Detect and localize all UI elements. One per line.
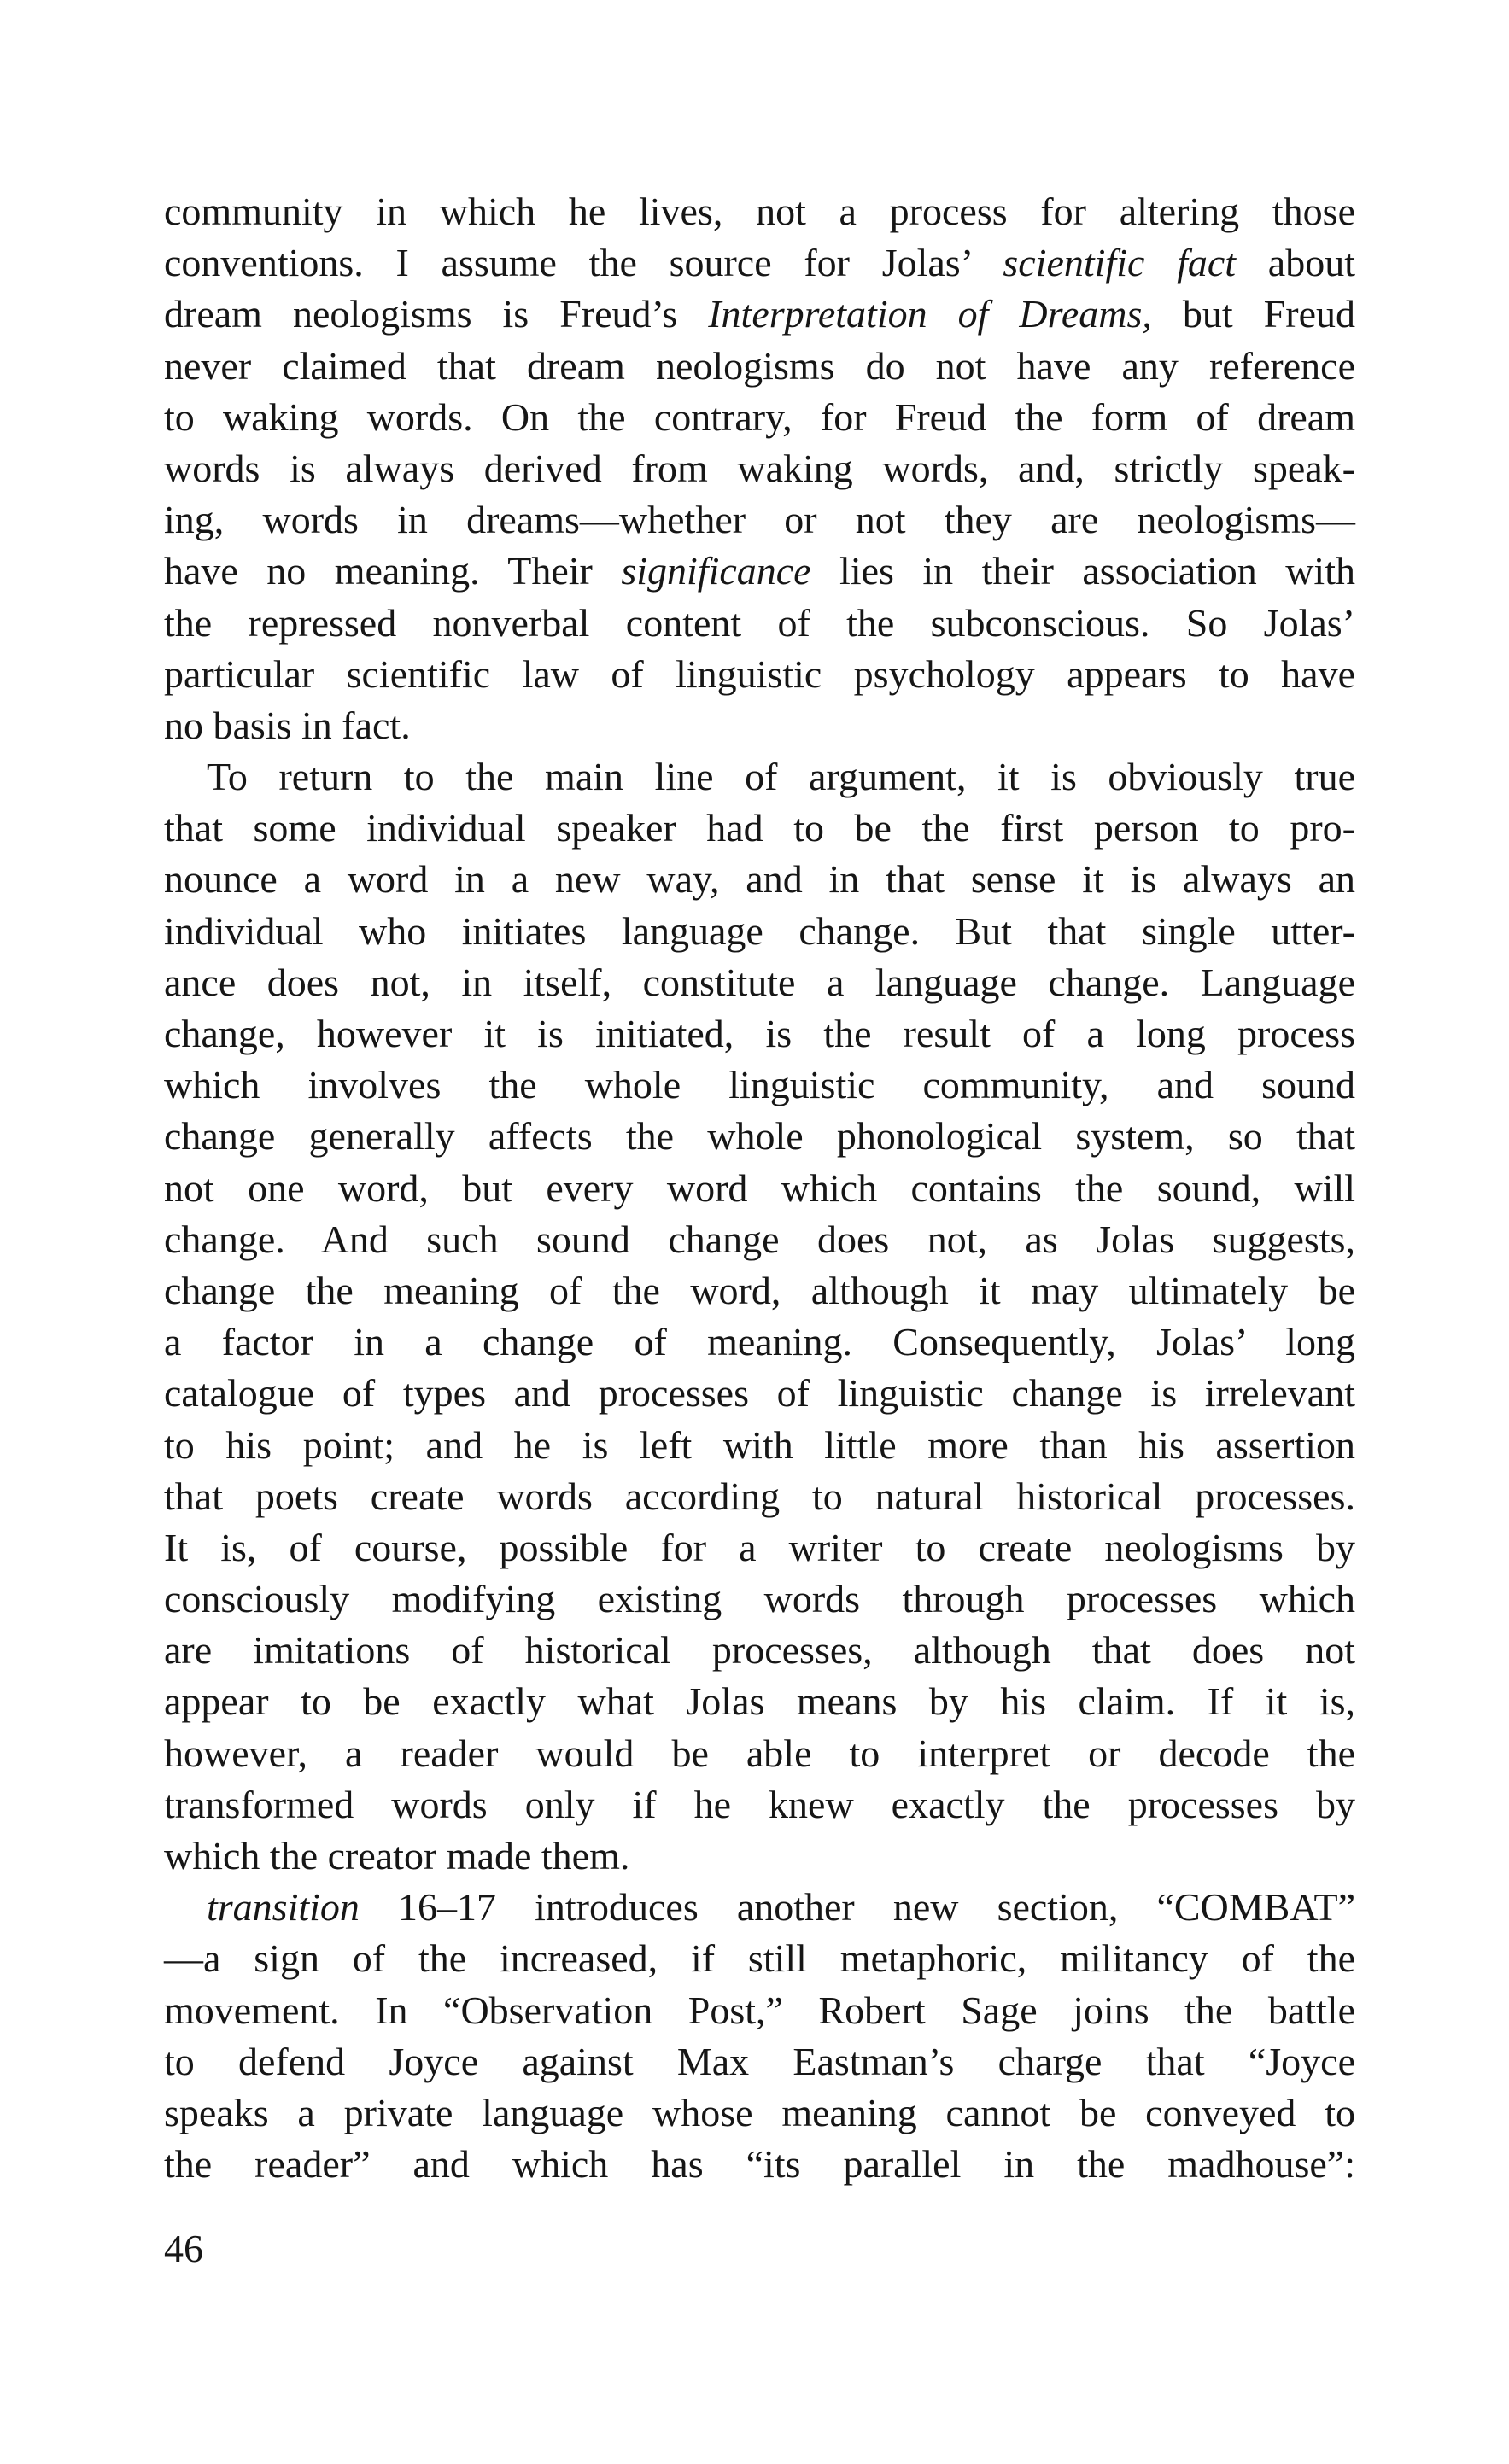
text-line: words is always derived from waking words, and, strictly speak- <box>164 446 1355 490</box>
text-line: catalogue of types and processes of linguistic change is irrelevant <box>164 1371 1355 1416</box>
text-line: a factor in a change of meaning. Consequently, Jolas’ long <box>164 1320 1355 1364</box>
text-line: the reader” and which has “its parallel in the madhouse”: <box>164 2142 1355 2187</box>
text-line: that some individual speaker had to be the first person to pro- <box>164 806 1355 850</box>
text-line: have no meaning. Their significance lies in their association with <box>164 549 1355 593</box>
text-line: appear to be exactly what Jolas means by his claim. If it is, <box>164 1679 1355 1724</box>
text-line: individual who initiates language change. But that single utter- <box>164 908 1355 953</box>
text-line: transition 16–17 introduces another new section, “COMBAT” <box>207 1885 1355 1930</box>
text-line: are imitations of historical processes, although that does not <box>164 1628 1355 1673</box>
text-line: that poets create words according to natural historical processes. <box>164 1474 1355 1518</box>
text-line: change. And such sound change does not, as Jolas suggests, <box>164 1217 1355 1261</box>
text-line: —a sign of the increased, if still metaphoric, militancy of the <box>164 1936 1355 1981</box>
text-line: which the creator made them. <box>164 1834 630 1877</box>
text-line: never claimed that dream neologisms do not have any reference <box>164 343 1355 388</box>
text-line: to defend Joyce against Max Eastman’s charge that “Joyce <box>164 2039 1355 2083</box>
text-line: change the meaning of the word, although it may ultimately be <box>164 1268 1355 1312</box>
text-line: the repressed nonverbal content of the subconscious. So Jolas’ <box>164 600 1355 645</box>
text-line: speaks a private language whose meaning cannot be conveyed to <box>164 2090 1355 2134</box>
text-line: change, however it is initiated, is the result of a long process <box>164 1012 1355 1055</box>
text-line: not one word, but every word which contains the sound, will <box>164 1165 1355 1210</box>
text-line: transformed words only if he knew exactly the processes by <box>164 1782 1355 1826</box>
text-line: ing, words in dreams—whether or not they are neologisms— <box>164 498 1355 542</box>
text-line: to waking words. On the contrary, for Freud the form of dream <box>164 394 1355 439</box>
text-line: To return to the main line of argument, it is obviously true <box>207 755 1355 799</box>
text-line: community in which he lives, not a process for altering those <box>164 190 1355 233</box>
text-line: nounce a word in a new way, and in that sense it is always an <box>164 857 1355 902</box>
text-line: which involves the whole linguistic community, and sound <box>164 1063 1355 1107</box>
body-text <box>164 186 1355 2190</box>
text-line: dream neologisms is Freud’s Interpretation of Dreams, but Freud <box>164 292 1355 336</box>
text-line: change generally affects the whole phonological system, so that <box>164 1114 1355 1159</box>
text-line: consciously modifying existing words through processes which <box>164 1577 1355 1621</box>
text-line: to his point; and he is left with little more than his assertion <box>164 1422 1355 1467</box>
text-line: particular scientific law of linguistic psychology appears to have <box>164 651 1355 696</box>
page-number: 46 <box>164 2227 203 2270</box>
text-line: ance does not, in itself, constitute a language change. Language <box>164 960 1355 1004</box>
text-line: It is, of course, possible for a writer to create neologisms by <box>164 1525 1355 1569</box>
text-line: however, a reader would be able to interpret or decode the <box>164 1731 1355 1775</box>
text-line: movement. In “Observation Post,” Robert Sage joins the battle <box>164 1988 1355 2032</box>
text-line: no basis in fact. <box>164 703 411 747</box>
text-line: conventions. I assume the source for Jolas’ scientific fact about <box>164 241 1356 285</box>
